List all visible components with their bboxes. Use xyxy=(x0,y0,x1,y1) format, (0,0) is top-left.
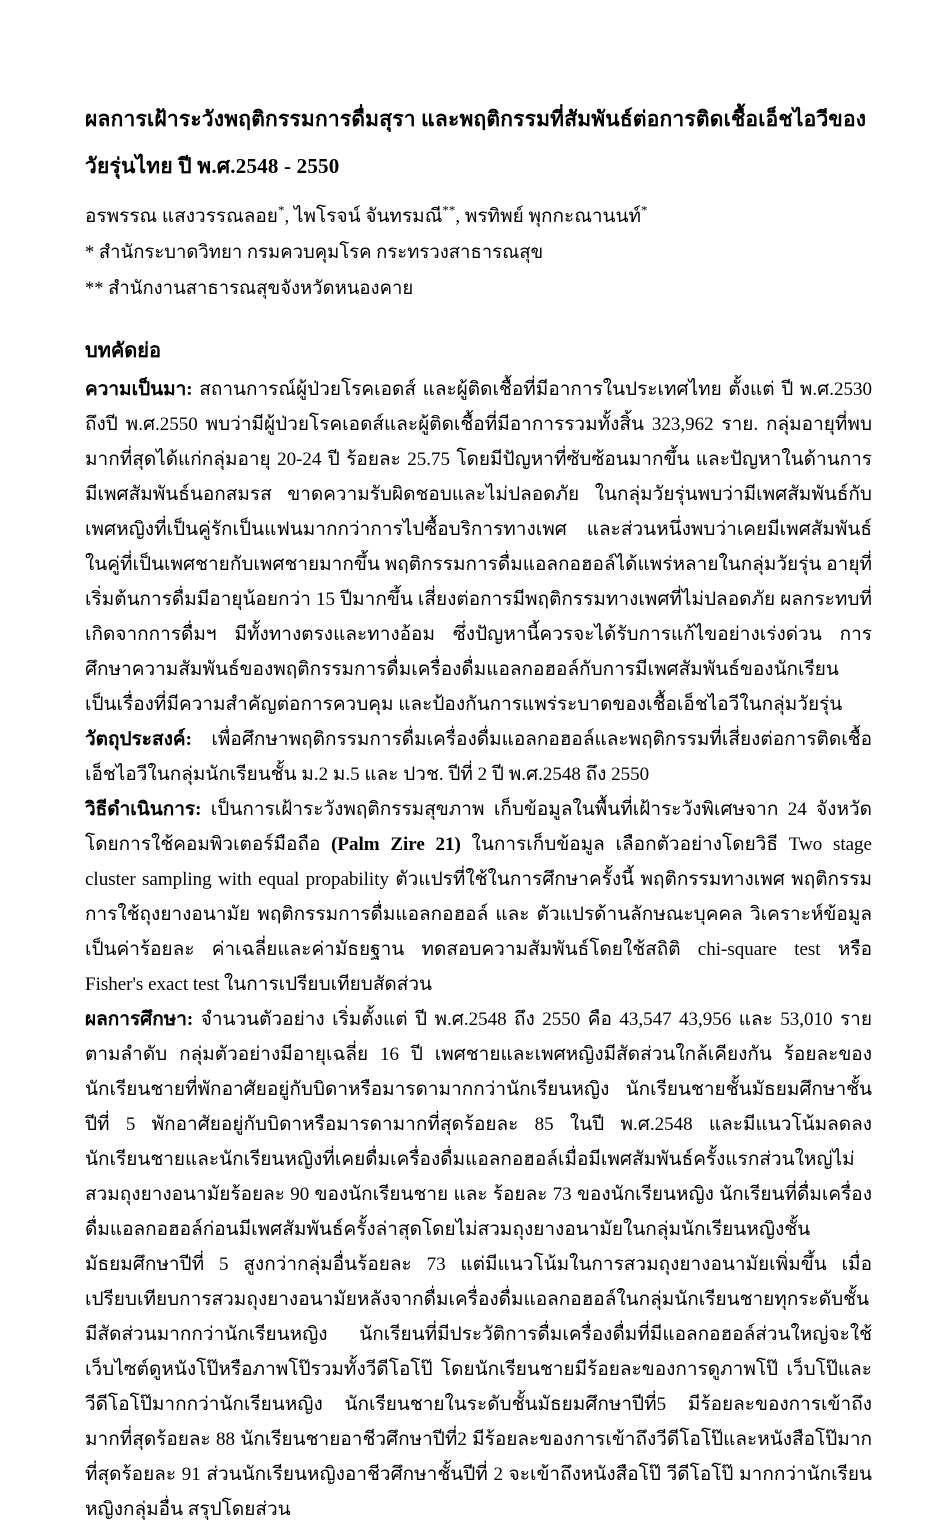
author-name: อรพรรณ แสงวรรณลอย xyxy=(85,206,278,227)
section-label-methods: วิธีดำเนินการ: xyxy=(85,799,202,820)
author-name: ไพโรจน์ จันทรมณี xyxy=(293,206,443,227)
abstract-section-results xyxy=(85,1002,872,1527)
abstract-body xyxy=(85,372,872,1527)
abstract-heading: บทคัดย่อ xyxy=(85,340,161,362)
section-text-methods-1: เป็นการเฝ้าระวังพฤติกรรมสุขภาพ เก็บข้อมูลในพื้นที่เฝ้าระวังพิเศษจาก 24 จังหวัด โดยการใช้คอมพิวเตอร์มือถือ xyxy=(85,799,872,855)
section-label-background: ความเป็นมา: xyxy=(85,379,193,400)
palm-zire-device-name: (Palm Zire 21) xyxy=(331,834,461,855)
section-text-methods-2: ในการเก็บข้อมูล เลือกตัวอย่างโดยวิธี Two stage cluster sampling with equal propability ตัวแปรที่ใช้ในการศึกษาครั้งนี้ พฤติกรรมทางเพศ พฤติกรรมการใช้ถุงยางอนามัย พฤติกรรมการดื่มแอลกอฮอล์ และ ตัวแปรด้านลักษณะบุคคล วิเคราะห์ข้อมูลเป็นค่าร้อยละ ค่าเฉลี่ยและค่ามัธยฐาน ทดสอบความสัมพันธ์โดยใช้สถิติ chi-square test หรือ Fisher's exact test ในการเปรียบเทียบสัดส่วน xyxy=(85,834,872,995)
section-text-results: จำนวนตัวอย่าง เริ่มตั้งแต่ ปี พ.ศ.2548 ถึง 2550 คือ 43,547 43,956 และ 53,010 รายตามลำดับ กลุ่มตัวอย่างมีอายุเฉลี่ย 16 ปี เพศชายและเพศหญิงมีสัดส่วนใกล้เคียงกัน ร้อยละของนักเรียนชายที่พักอาศัยอยู่กับบิดาหรือมารดามากกว่านักเรียนหญิง นักเรียนชายชั้นมัธยมศึกษาชั้นปีที่ 5 พักอาศัยอยู่กับบิดาหรือมารดามากที่สุดร้อยละ 85 ในปี พ.ศ.2548 และมีแนวโน้มลดลง นักเรียนชายและนักเรียนหญิงที่เคยดื่มเครื่องดื่มแอลกอฮอล์เมื่อมีเพศสัมพันธ์ครั้งแรกส่วนใหญ่ไม่สวมถุงยางอนามัยร้อยละ 90 ของนักเรียนชาย และ ร้อยละ 73 ของนักเรียนหญิง นักเรียนที่ดื่มเครื่องดื่มแอลกอฮอล์ก่อนมีเพศสัมพันธ์ครั้งล่าสุดโดยไม่สวมถุงยางอนามัยในกลุ่มนักเรียนหญิงชั้นมัธยมศึกษาปีที่ 5 สูงกว่ากลุ่มอื่นร้อยละ 73 แต่มีแนวโน้มในการสวมถุงยางอนามัยเพิ่มขึ้น เมื่อเปรียบเทียบการสวมถุงยางอนามัยหลังจากดื่มเครื่องดื่มแอลกอฮอล์ในกลุ่มนักเรียนชายทุกระดับชั้นมีสัดส่วนมากกว่านักเรียนหญิง นักเรียนที่มีประวัติการดื่มเครื่องดื่มที่มีแอลกอฮอล์ส่วนใหญ่จะใช้เว็บไซต์ดูหนังโป๊หรือภาพโป๊รวมทั้งวีดีโอโป๊ โดยนักเรียนชายมีร้อยละของการดูภาพโป๊ เว็บโป๊และวีดีโอโป๊มากกว่านักเรียนหญิง นักเรียนชายในระดับชั้นมัธยมศึกษาปีที่5 มีร้อยละของการเข้าถึงมากที่สุดร้อยละ 88 นักเรียนชายอาชีวศึกษาปีที่2 มีร้อยละของการเข้าถึงวีดีโอโป๊และหนังสือโป๊มากที่สุดร้อยละ 91 ส่วนนักเรียนหญิงอาชีวศึกษาชั้นปีที่ 2 จะเข้าถึงหนังสือโป๊ วีดีโอโป๊ มากกว่านักเรียนหญิงกลุ่มอื่น สรุปโดยส่วน xyxy=(85,1009,872,1520)
author-affiliation-mark: * xyxy=(277,202,285,218)
section-label-objective: วัตถุประสงค์: xyxy=(85,729,192,750)
abstract-section-objective xyxy=(85,722,872,792)
affiliation-line: * สำนักระบาดวิทยา กรมควบคุมโรค กระทรวงสาธารณสุข xyxy=(85,243,544,263)
abstract-section-methods xyxy=(85,792,872,1002)
section-label-results: ผลการศึกษา: xyxy=(85,1009,194,1030)
document-page xyxy=(85,0,872,1527)
paper-title: ผลการเฝ้าระวังพฤติกรรมการดื่มสุรา และพฤติกรรมที่สัมพันธ์ต่อการติดเชื้อเอ็ชไอวีของวัยรุ่นไทย ปี พ.ศ.2548 - 2550 xyxy=(85,107,867,178)
authors-line xyxy=(85,199,872,235)
section-text-objective: เพื่อศึกษาพฤติกรรมการดื่มเครื่องดื่มแอลกอฮอล์และพฤติกรรมที่เสี่ยงต่อการติดเชื้อเอ็ชไอวีในกลุ่มนักเรียนชั้น ม.2 ม.5 และ ปวช. ปีที่ 2 ปี พ.ศ.2548 ถึง 2550 xyxy=(85,729,872,785)
author-separator: , xyxy=(455,206,465,227)
author-separator: , xyxy=(284,206,294,227)
author-name: พรทิพย์ พุกกะณานนท์ xyxy=(464,206,642,227)
author-affiliation-mark: * xyxy=(641,202,648,218)
author-affiliation-mark: ** xyxy=(442,202,456,218)
affiliation-line: ** สำนักงานสาธารณสุขจังหวัดหนองคาย xyxy=(85,279,414,299)
abstract-section-background xyxy=(85,372,872,722)
section-text-background: สถานการณ์ผู้ป่วยโรคเอดส์ และผู้ติดเชื้อที่มีอาการในประเทศไทย ตั้งแต่ ปี พ.ศ.2530 ถึงปี พ.ศ.2550 พบว่ามีผู้ป่วยโรคเอดส์และผู้ติดเชื้อที่มีอาการรวมทั้งสิ้น 323,962 ราย. กลุ่มอายุที่พบมากที่สุดได้แก่กลุ่มอายุ 20-24 ปี ร้อยละ 25.75 โดยมีปัญหาที่ซับซ้อนมากขึ้น และปัญหาในด้านการมีเพศสัมพันธ์นอกสมรส ขาดความรับผิดชอบและไม่ปลอดภัย ในกลุ่มวัยรุ่นพบว่ามีเพศสัมพันธ์กับเพศหญิงที่เป็นคู่รักเป็นแฟนมากกว่าการไปซื้อบริการทางเพศ และส่วนหนึ่งพบว่าเคยมีเพศสัมพันธ์ในคู่ที่เป็นเพศชายกับเพศชายมากขึ้น พฤติกรรมการดื่มแอลกอฮอล์ได้แพร่หลายในกลุ่มวัยรุ่น อายุที่เริ่มต้นการดื่มมีอายุน้อยกว่า 15 ปีมากขึ้น เสี่ยงต่อการมีพฤติกรรมทางเพศที่ไม่ปลอดภัย ผลกระทบที่เกิดจากการดื่มฯ มีทั้งทางตรงและทางอ้อม ซึ่งปัญหานี้ควรจะได้รับการแก้ไขอย่างเร่งด่วน การศึกษาความสัมพันธ์ของพฤติกรรมการดื่มเครื่องดื่มแอลกอฮอล์กับการมีเพศสัมพันธ์ของนักเรียน เป็นเรื่องที่มีความสำคัญต่อการควบคุม และป้องกันการแพร่ระบาดของเชื้อเอ็ชไอวีในกลุ่มวัยรุ่น xyxy=(85,379,872,715)
